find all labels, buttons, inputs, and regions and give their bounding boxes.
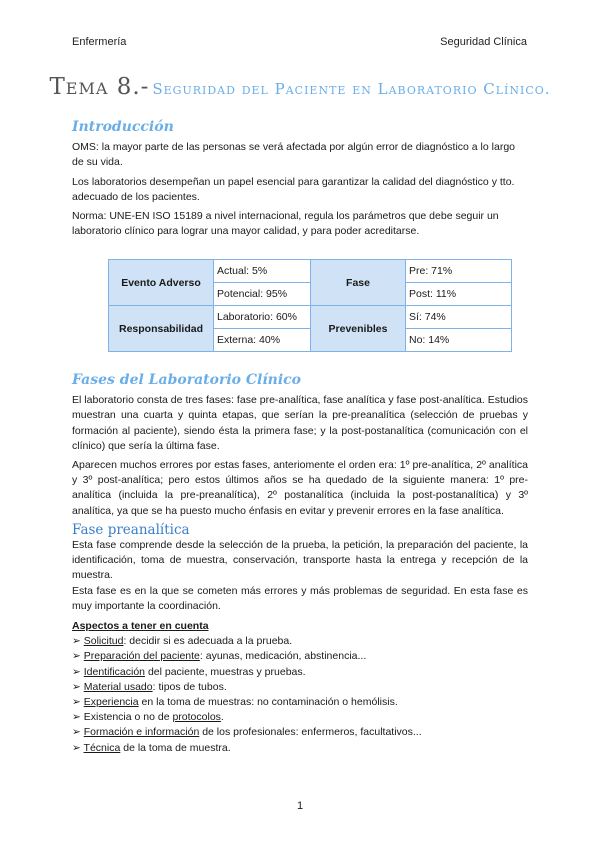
cell-si: Sí: 74% [406, 306, 512, 329]
arrow-bullet-icon: ➢ [72, 711, 81, 724]
cell-ext: Externa: 40% [214, 329, 311, 352]
cell-evento: Evento Adverso [109, 260, 214, 306]
item-keyword: Identificación [83, 665, 146, 678]
fases-p2: Aparecen muchos errores por estas fases, anteriomente el orden era: 1º pre-analítica, 2º analítica y 3º post-analítica; pero estos últimos años se ha quedado de la siguiente manera: 1º pre-analítica (incluida la pre-preanalítica), 2º postanalítica (incluida la post-postanalítica) y 3º analítica, ya que se ha puesto mucho énfasis en evitar y prevenir errores en la fase analítica. [72, 459, 528, 517]
item-text: de la toma de muestra. [120, 741, 231, 754]
cell-potencial: Potencial: 95% [214, 283, 311, 306]
list-item [72, 649, 528, 664]
item-text: de los profesionales: enfermeros, facultativos... [199, 726, 422, 739]
list-item [72, 741, 528, 756]
intro-heading: Introducción [72, 119, 174, 135]
item-text: en la toma de muestras: no contaminación o hemólisis. [138, 696, 398, 709]
list-item [72, 634, 528, 649]
aspectos-heading: Aspectos a tener en cuenta [72, 620, 209, 633]
arrow-bullet-icon: ➢ [72, 665, 81, 678]
item-keyword: Técnica [83, 741, 121, 754]
arrow-bullet-icon: ➢ [72, 741, 81, 754]
intro-p2: Los laboratorios desempeñan un papel esencial para garantizar la calidad del diagnóstico y tto. adecuado de los pacientes. [72, 175, 515, 203]
aspectos-list [72, 634, 528, 756]
arrow-bullet-icon: ➢ [72, 635, 81, 648]
intro-p3: Norma: UNE-EN ISO 15189 a nivel internacional, regula los parámetros que debe seguir un laboratorio clínico para lograr una mayor calidad, y para poder acreditarse. [72, 210, 499, 238]
list-item [72, 665, 528, 680]
page-number: 1 [296, 800, 304, 812]
item-keyword: protocolos [172, 711, 221, 724]
list-item [72, 695, 528, 710]
cell-resp: Responsabilidad [109, 306, 214, 352]
header-right: Seguridad Clínica [440, 36, 527, 48]
arrow-bullet-icon: ➢ [72, 680, 81, 693]
pre-heading: Fase preanalítica [72, 521, 190, 538]
item-prefix: Existencia o no de [83, 711, 173, 724]
arrow-bullet-icon: ➢ [72, 726, 81, 739]
item-keyword: Experiencia [83, 696, 139, 709]
item-text: del paciente, muestras y pruebas. [145, 665, 306, 678]
cell-lab: Laboratorio: 60% [214, 306, 311, 329]
cell-pre: Pre: 71% [406, 260, 512, 283]
stats-table [108, 259, 512, 352]
item-keyword: Formación e información [83, 726, 200, 739]
cell-actual: Actual: 5% [214, 260, 311, 283]
item-keyword: Preparación del paciente [83, 650, 200, 663]
arrow-bullet-icon: ➢ [72, 696, 81, 709]
item-keyword: Solicitud [83, 635, 124, 648]
arrow-bullet-icon: ➢ [72, 650, 81, 663]
pre-p1: Esta fase comprende desde la selección de la prueba, la petición, la preparación del paciente, la identificación, toma de muestra, conservación, transporte hasta la entrega y recepción de la muestra. [72, 539, 528, 582]
item-text: . [220, 711, 224, 724]
item-text: : tipos de tubos. [152, 680, 227, 693]
title-main: Tema 8.- [49, 74, 150, 100]
list-item [72, 710, 528, 725]
item-text: : ayunas, medicación, abstinencia... [199, 650, 367, 663]
cell-no: No: 14% [406, 329, 512, 352]
fases-section [72, 373, 528, 756]
cell-post: Post: 11% [406, 283, 512, 306]
item-text: : decidir si es adecuada a la prueba. [123, 635, 293, 648]
fases-heading: Fases del Laboratorio Clínico [72, 372, 302, 388]
list-item [72, 725, 528, 740]
pre-p2: Esta fase es en la que se cometen más errores y más problemas de seguridad. En esta fase es muy importante la coordinación. [72, 584, 528, 612]
intro-p1: OMS: la mayor parte de las personas se verá afectada por algún error de diagnóstico a lo largo de su vida. [72, 141, 515, 169]
title-sub: Seguridad del Paciente en Laboratorio Clínico. [152, 80, 551, 98]
cell-prev: Prevenibles [311, 306, 406, 352]
header-left: Enfermería [72, 36, 127, 48]
fases-p1: El laboratorio consta de tres fases: fase pre-analítica, fase analítica y fase post-analítica. Estudios muestran una cuarta y quinta etapas, que serían la pre-preanalítica (selección de pruebas y formación al paciente), siendo ésta la primera fase; y la post-postanalítica (comunicación con el clínico) que sería la última fase. [72, 394, 528, 452]
item-keyword: Material usado [83, 680, 153, 693]
intro-section [72, 120, 528, 239]
list-item [72, 680, 528, 695]
page-title [0, 74, 600, 100]
cell-fase: Fase [311, 260, 406, 306]
